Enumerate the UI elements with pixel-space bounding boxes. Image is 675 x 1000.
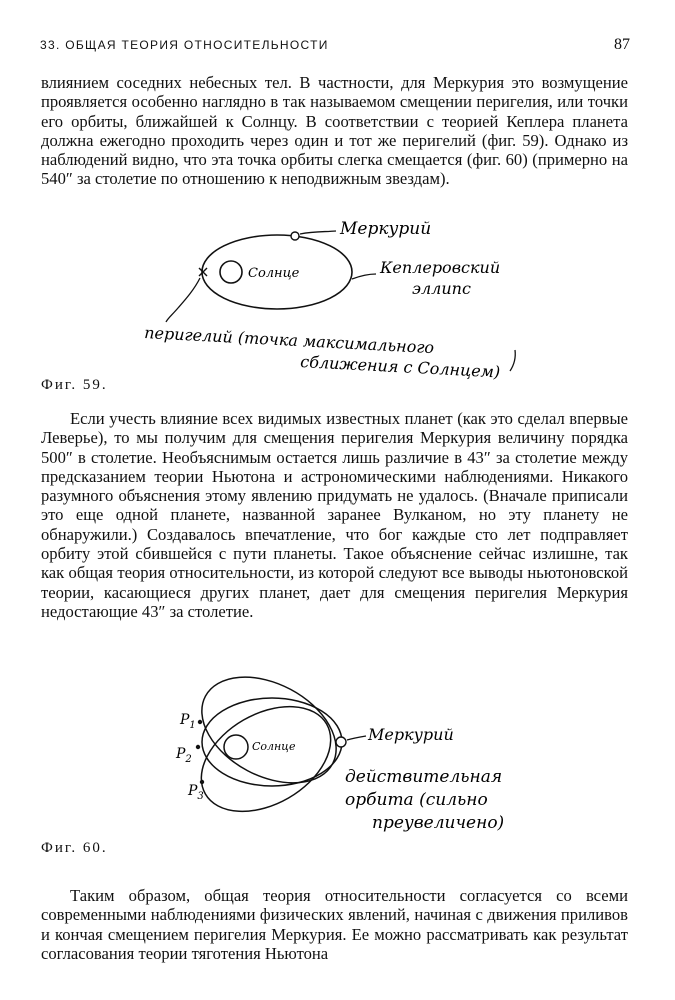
fig60-label-sun: Солнце: [252, 740, 296, 753]
page-number: 87: [614, 36, 630, 53]
fig60-label-orbit-2: орбита (сильно: [345, 790, 488, 810]
figure-60-diagram: [0, 650, 675, 850]
mercury-pointer: [347, 736, 366, 740]
fig60-label-p2: $P_2$: [176, 746, 192, 765]
fig60-label-orbit-1: действительная: [345, 767, 503, 787]
fig60-label-p1: $P_1$: [180, 712, 196, 731]
ellipse-pointer: [352, 274, 376, 279]
closing-paren: [510, 350, 515, 371]
paragraph-1: влиянием соседних небесных тел. В частности, для Меркурия это возмущение проявляется особенно наглядно в так называемом смещении перигелия, или точки его орбиты, ближайшей к Солнцу. В соответствии с теорией Кеплера планета должна ежегодно проходить через один и тот же перигелий (фиг. 59). Однако из наблюдений видно, что эта точка орбиты слегка смещается (фиг. 60) (примерно на 540″ за столетие по отношению к неподвижным звездам).: [41, 73, 628, 189]
mercury-dot: [336, 737, 346, 747]
figure-59-diagram: [0, 200, 675, 400]
fig60-label-p3: $P_3$: [188, 783, 204, 802]
fig59-label-ellipse-2: эллипс: [412, 279, 471, 298]
mercury-dot: [291, 232, 299, 240]
fig60-label-orbit-3: преувеличено): [372, 813, 505, 833]
fig59-label-mercury: Меркурий: [340, 219, 432, 239]
fig59-label-ellipse-1: Кеплеровский: [380, 258, 501, 277]
page-header: [40, 36, 630, 56]
fig60-label-mercury: Меркурий: [368, 725, 454, 744]
perihelion-p2-dot: [196, 745, 200, 749]
fig59-label-perihelion-2: сближения с Солнцем): [299, 352, 501, 382]
section-title: 33. ОБЩАЯ ТЕОРИЯ ОТНОСИТЕЛЬНОСТИ: [40, 38, 329, 52]
sun-circle: [224, 735, 248, 759]
paragraph-3: Таким образом, общая теория относительности согласуется со всеми современными наблюдениями физических явлений, начиная с движения приливов и кончая смещением перигелия Меркурия. Ее можно рассматривать как результат согласования теории тяготения Ньютона: [41, 886, 628, 963]
mercury-pointer: [300, 231, 336, 234]
figure-59-caption: Фиг. 59.: [41, 377, 108, 393]
fig59-label-sun: Солнце: [248, 266, 300, 281]
perihelion-p1-dot: [198, 720, 202, 724]
fig59-label-perihelion-1: перигелий (точка максимального: [143, 323, 435, 358]
sun-circle: [220, 261, 242, 283]
perihelion-cross-icon: [199, 268, 207, 276]
perihelion-p3-dot: [200, 780, 204, 784]
perihelion-pointer: [166, 278, 200, 322]
paragraph-2: Если учесть влияние всех видимых известных планет (как это сделал впервые Леверье), то мы получим для смещения перигелия Меркурия величину порядка 500″ в столетие. Необъяснимым остается лишь различие в 43″ за столетие между предсказанием теории Ньютона и астрономическими наблюдениями. Никакого разумного объяснения этому явлению придумать не удалось. (Вначале приписали это еще одной планете, названной заранее Вулканом, но эту планету не обнаружили.) Создавалось впечатление, что бог каждые сто лет подправляет орбиту этой сбившейся с пути планеты. Такое объяснение сейчас излишне, так как общая теория относительности, из которой следуют все выводы ньютоновской теории, касающиеся других планет, дает для смещения перигелия Меркурия недостающие 43″ за столетие.: [41, 409, 628, 621]
figure-60-caption: Фиг. 60.: [41, 840, 108, 856]
